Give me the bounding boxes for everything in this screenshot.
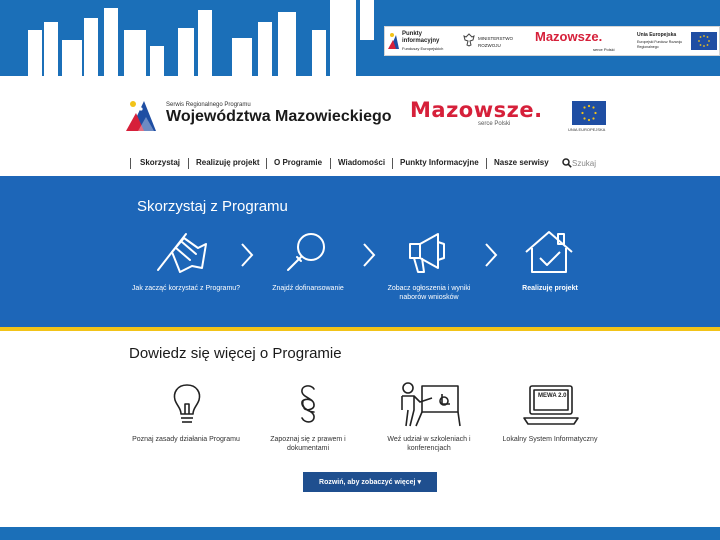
learn-more-title: Dowiedz się więcej o Programie (129, 345, 342, 362)
magnifier-icon[interactable] (283, 230, 329, 276)
mazowsze-logo[interactable]: Mazowsze. (410, 98, 543, 122)
search-input[interactable]: Szukaj (572, 159, 597, 168)
nav-item-o-programie[interactable]: O Programie (274, 158, 323, 167)
nav-item-nasze-serwisy[interactable]: Nasze serwisy (494, 158, 549, 167)
learn-label-law-documents[interactable]: Zapoznaj się z prawem i dokumentami (270, 436, 346, 452)
banner-block (178, 28, 194, 76)
megaphone-icon[interactable] (404, 230, 452, 276)
nav-item-wiadomosci[interactable]: Wiadomości (338, 158, 386, 167)
flag-icon[interactable] (154, 230, 216, 276)
step-label-how-to-start[interactable]: Jak zacząć korzystać z Programu? (131, 285, 241, 292)
punkt-sub-text: Funduszy Europejskich (402, 46, 444, 51)
eu-label: UNIA EUROPEJSKA (568, 127, 606, 132)
banner-block (232, 38, 252, 76)
banner-block (62, 40, 82, 76)
yellow-divider (0, 327, 720, 331)
fe-program-logo-icon[interactable] (124, 97, 160, 133)
banner-block (28, 30, 42, 76)
chevron-right-icon (484, 242, 498, 268)
eagle-emblem-icon (463, 33, 475, 47)
mazowsze-tagline: serce Polski (478, 121, 511, 127)
eu-strip-title: Unia Europejska (637, 32, 677, 38)
banner-block (258, 22, 272, 76)
fe-logo-icon (388, 31, 400, 51)
brand-subtitle: Serwis Regionalnego Programu (166, 102, 251, 108)
laptop-screen-label: MEWA 2.0 (538, 393, 567, 399)
nav-separator (266, 158, 267, 169)
banner-block (104, 8, 118, 76)
eu-flag-small-icon (691, 32, 717, 50)
nav-separator (188, 158, 189, 169)
laptop-icon[interactable] (522, 382, 580, 428)
paragraph-icon[interactable] (295, 382, 321, 426)
use-program-title: Skorzystaj z Programu (137, 198, 288, 215)
house-check-icon[interactable] (522, 228, 576, 276)
step-label-find-funding[interactable]: Znajdź dofinansowanie (272, 285, 344, 292)
brand-title[interactable]: Województwa Mazowieckiego (166, 108, 392, 125)
banner-block (84, 18, 98, 76)
banner-block (278, 12, 296, 76)
banner-block (44, 22, 58, 76)
banner-block (124, 30, 146, 76)
nav-separator (130, 158, 131, 169)
nav-item-punkty-informacyjne[interactable]: Punkty Informacyjne (400, 158, 479, 167)
banner-block (360, 0, 374, 40)
nav-item-skorzystaj[interactable]: Skorzystaj (140, 158, 181, 167)
learn-label-rules[interactable]: Poznaj zasady działania Programu (132, 436, 240, 443)
partner-logo-strip (384, 26, 720, 56)
top-banner (0, 0, 720, 76)
search-icon[interactable] (562, 158, 572, 168)
chevron-right-icon (240, 242, 254, 268)
learn-label-system[interactable]: Lokalny System Informatyczny (502, 436, 598, 443)
nav-separator (486, 158, 487, 169)
ministerstwo-text: MINISTERSTWO ROZWOJU (478, 36, 513, 48)
banner-block (150, 46, 164, 76)
nav-separator (330, 158, 331, 169)
expand-more-button[interactable]: Rozwiń, aby zobaczyć więcej ▾ (303, 472, 437, 492)
nav-item-realizuje-projekt[interactable]: Realizuję projekt (196, 158, 260, 167)
nav-separator (392, 158, 393, 169)
bottom-bar (0, 527, 720, 540)
banner-block (330, 0, 356, 76)
step-label-realize-project[interactable]: Realizuję projekt (522, 285, 578, 292)
eu-flag-icon (572, 101, 606, 125)
banner-block (198, 10, 212, 76)
learn-label-trainings[interactable]: Weź udział w szkoleniach i konferencjach (387, 436, 471, 452)
mazowsze-small-sub: serce Polski (593, 47, 615, 52)
punkt-informacyjny-text: Punkty informacyjny (402, 31, 440, 44)
chevron-right-icon (362, 242, 376, 268)
lightbulb-icon[interactable] (170, 382, 204, 428)
step-label-announcements[interactable]: Zobacz ogłoszenia i wyniki naborów wniosków (387, 285, 471, 301)
use-program-section (0, 176, 720, 328)
eu-strip-sub: Europejski Fundusz Rozwoju Regionalnego (637, 40, 683, 49)
presenter-icon[interactable] (398, 380, 462, 428)
banner-block (312, 30, 326, 76)
mazowsze-logo-small: Mazowsze. (535, 29, 603, 44)
